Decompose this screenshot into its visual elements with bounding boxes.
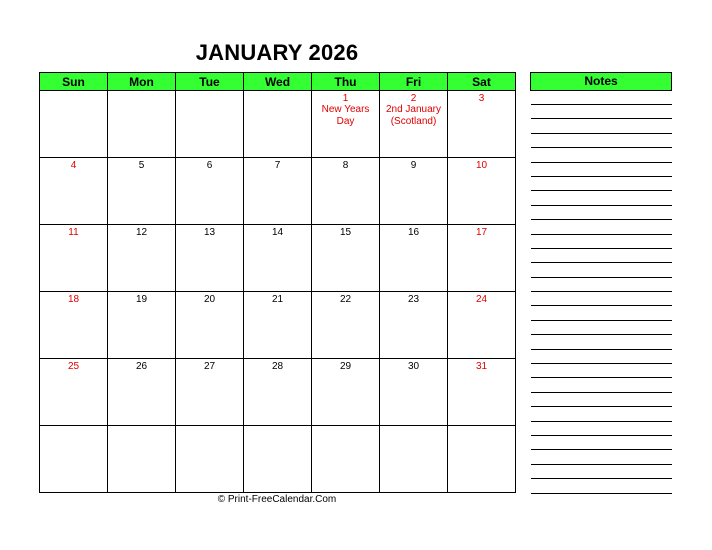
day-number: 20 bbox=[203, 294, 216, 305]
day-number: 25 bbox=[67, 361, 80, 372]
notes-line bbox=[531, 493, 672, 507]
notes-line bbox=[531, 406, 672, 420]
week-row bbox=[40, 91, 516, 158]
notes-line bbox=[531, 377, 672, 391]
day-cell bbox=[448, 158, 516, 225]
day-cell bbox=[380, 292, 448, 359]
day-number: 19 bbox=[135, 294, 148, 305]
notes-line bbox=[531, 234, 672, 248]
week-row bbox=[40, 292, 516, 359]
day-number: 27 bbox=[203, 361, 216, 372]
day-cell bbox=[312, 158, 380, 225]
weekday-header-tue: Tue bbox=[176, 73, 244, 91]
notes-line bbox=[531, 262, 672, 276]
day-cell bbox=[176, 359, 244, 426]
day-number: 23 bbox=[407, 294, 420, 305]
notes-line bbox=[531, 435, 672, 449]
day-number: 31 bbox=[475, 361, 488, 372]
day-cell bbox=[176, 292, 244, 359]
day-number: 6 bbox=[206, 160, 213, 171]
notes-line bbox=[531, 277, 672, 291]
day-cell bbox=[244, 158, 312, 225]
day-number: 24 bbox=[475, 294, 488, 305]
notes-header: Notes bbox=[530, 72, 672, 91]
day-cell bbox=[380, 359, 448, 426]
day-cell bbox=[312, 359, 380, 426]
day-number: 14 bbox=[271, 227, 284, 238]
day-number: 1 bbox=[342, 93, 349, 104]
weekday-header-wed: Wed bbox=[244, 73, 312, 91]
day-cell bbox=[380, 91, 448, 158]
notes-line bbox=[531, 118, 672, 132]
day-cell bbox=[108, 359, 176, 426]
weekday-header-sat: Sat bbox=[448, 73, 516, 91]
weekday-header-thu: Thu bbox=[312, 73, 380, 91]
day-number: 16 bbox=[407, 227, 420, 238]
day-number: 26 bbox=[135, 361, 148, 372]
day-number: 18 bbox=[67, 294, 80, 305]
notes-line bbox=[531, 219, 672, 233]
day-number: 9 bbox=[410, 160, 417, 171]
notes-line bbox=[531, 320, 672, 334]
week-row bbox=[40, 225, 516, 292]
day-cell bbox=[108, 292, 176, 359]
notes-line bbox=[531, 104, 672, 118]
day-cell bbox=[312, 225, 380, 292]
day-cell bbox=[40, 225, 108, 292]
day-cell bbox=[312, 426, 380, 493]
day-cell bbox=[448, 225, 516, 292]
day-cell bbox=[108, 225, 176, 292]
footer-credit: © Print-FreeCalendar.Com bbox=[217, 494, 337, 505]
day-number: 10 bbox=[475, 160, 488, 171]
day-cell bbox=[380, 225, 448, 292]
notes-line bbox=[531, 190, 672, 204]
day-cell bbox=[176, 158, 244, 225]
day-cell bbox=[244, 426, 312, 493]
day-cell bbox=[244, 225, 312, 292]
holiday-label: 2nd January (Scotland) bbox=[385, 104, 442, 127]
notes-line bbox=[531, 392, 672, 406]
day-number: 11 bbox=[68, 227, 79, 238]
day-number: 2 bbox=[410, 93, 417, 104]
day-number: 29 bbox=[339, 361, 352, 372]
day-number: 30 bbox=[407, 361, 420, 372]
notes-line bbox=[531, 176, 672, 190]
notes-lines bbox=[531, 104, 672, 507]
calendar-title: JANUARY 2026 bbox=[195, 40, 359, 65]
calendar-grid bbox=[39, 72, 516, 493]
day-cell bbox=[244, 359, 312, 426]
day-cell bbox=[108, 158, 176, 225]
notes-line bbox=[531, 291, 672, 305]
week-row bbox=[40, 359, 516, 426]
day-number: 15 bbox=[339, 227, 352, 238]
notes-line bbox=[531, 147, 672, 161]
notes-line bbox=[531, 478, 672, 492]
day-number: 17 bbox=[475, 227, 488, 238]
weekday-header-mon: Mon bbox=[108, 73, 176, 91]
notes-line bbox=[531, 464, 672, 478]
day-cell bbox=[108, 91, 176, 158]
weekday-header-row bbox=[40, 73, 516, 91]
notes-line bbox=[531, 248, 672, 262]
day-cell bbox=[40, 158, 108, 225]
day-cell bbox=[40, 359, 108, 426]
day-cell bbox=[244, 292, 312, 359]
notes-line bbox=[531, 334, 672, 348]
week-row bbox=[40, 426, 516, 493]
notes-line bbox=[531, 305, 672, 319]
day-number: 3 bbox=[478, 93, 485, 104]
notes-line bbox=[531, 205, 672, 219]
day-number: 4 bbox=[70, 160, 77, 171]
day-cell bbox=[448, 292, 516, 359]
day-number: 12 bbox=[135, 227, 148, 238]
day-number: 7 bbox=[274, 160, 281, 171]
day-number: 28 bbox=[271, 361, 284, 372]
day-cell bbox=[40, 292, 108, 359]
day-cell bbox=[176, 426, 244, 493]
weekday-header-fri: Fri bbox=[380, 73, 448, 91]
notes-line bbox=[531, 449, 672, 463]
day-number: 8 bbox=[342, 160, 349, 171]
day-cell bbox=[380, 158, 448, 225]
day-cell bbox=[108, 426, 176, 493]
notes-line bbox=[531, 133, 672, 147]
day-cell bbox=[312, 292, 380, 359]
day-number: 21 bbox=[271, 294, 284, 305]
day-cell bbox=[40, 91, 108, 158]
notes-line bbox=[531, 363, 672, 377]
notes-line bbox=[531, 349, 672, 363]
day-cell bbox=[312, 91, 380, 158]
day-number: 22 bbox=[339, 294, 352, 305]
notes-line bbox=[531, 162, 672, 176]
week-row bbox=[40, 158, 516, 225]
notes-line bbox=[531, 421, 672, 435]
day-number: 13 bbox=[203, 227, 216, 238]
day-cell bbox=[40, 426, 108, 493]
day-cell bbox=[448, 359, 516, 426]
weekday-header-sun: Sun bbox=[40, 73, 108, 91]
calendar-body bbox=[40, 91, 516, 493]
day-cell bbox=[176, 225, 244, 292]
day-cell bbox=[380, 426, 448, 493]
holiday-label: New Years Day bbox=[321, 104, 370, 127]
day-cell bbox=[448, 91, 516, 158]
day-number: 5 bbox=[138, 160, 145, 171]
day-cell bbox=[176, 91, 244, 158]
day-cell bbox=[448, 426, 516, 493]
day-cell bbox=[244, 91, 312, 158]
